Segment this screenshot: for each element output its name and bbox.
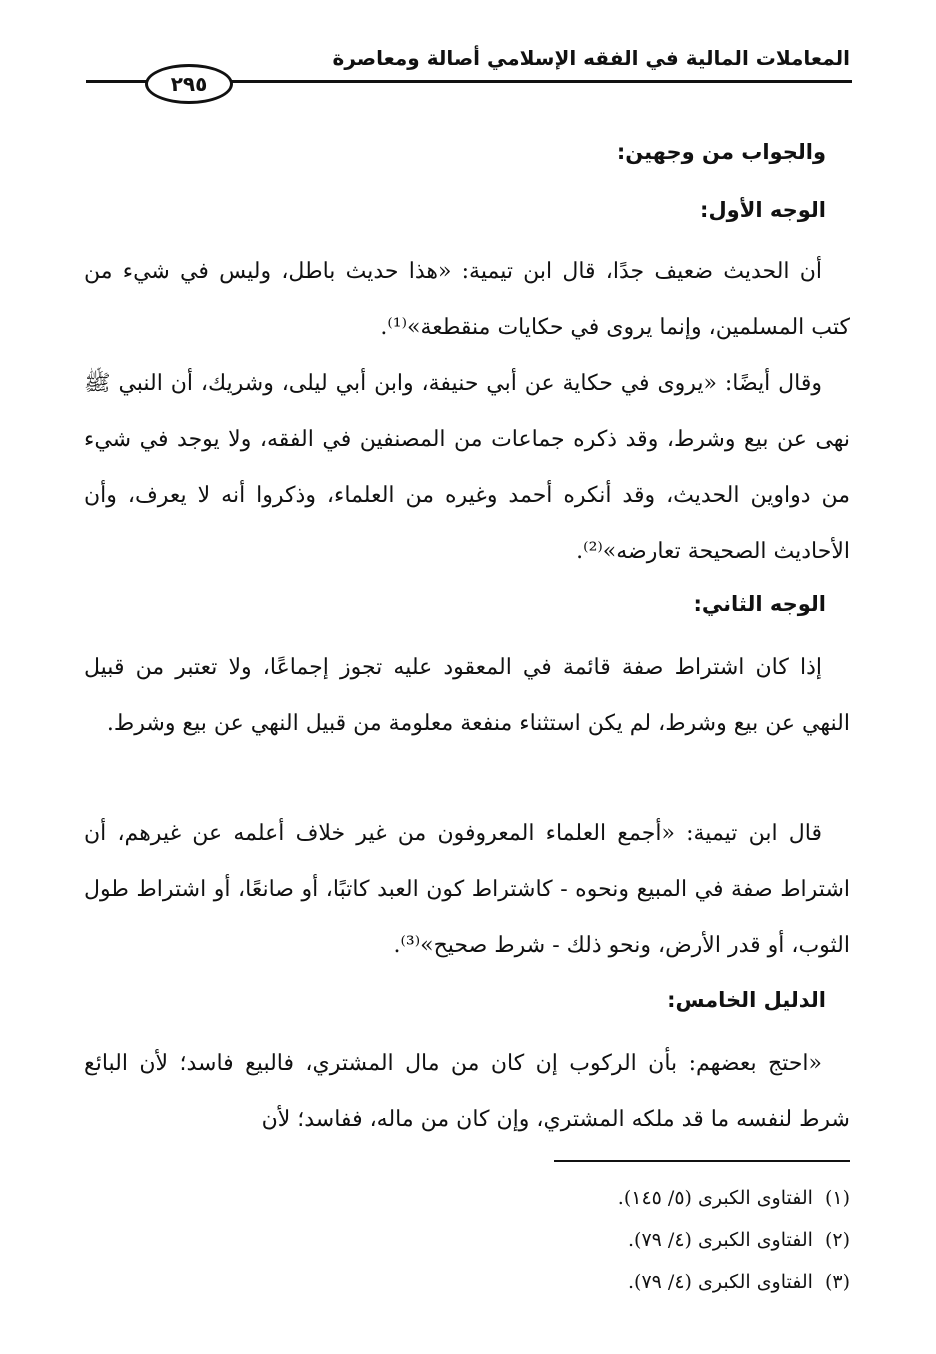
running-header-title: المعاملات المالية في الفقه الإسلامي أصالة ومعاصرة — [332, 46, 850, 70]
footnote-number: (١) — [824, 1187, 850, 1209]
footnote-text: الفتاوى الكبرى (٥/ ١٤٥). — [617, 1187, 813, 1209]
fifth-evidence-heading: الدليل الخامس: — [667, 988, 826, 1012]
second-aspect-paragraph-1: إذا كان اشتراط صفة قائمة في المعقود عليه تجوز إجماعًا، ولا تعتبر من قبيل النهي عن بيع وشرط، لم يكن استثناء منفعة معلومة من قبيل النهي عن بيع وشرط. — [84, 655, 850, 736]
fifth-evidence-paragraph-1: «احتج بعضهم: بأن الركوب إن كان من مال المشتري، فالبيع فاسد؛ لأن البائع شرط لنفسه ما قد ملكه المشتري، وإن كان من ماله، ففاسد؛ لأن — [84, 1051, 850, 1132]
second-aspect-paragraph-2: قال ابن تيمية: «أجمع العلماء المعروفون من غير خلاف أعلمه عن غيرهم، أن اشتراط صفة في المبيع ونحوه - كاشتراط كون العبد كاتبًا، أو صانعًا، أو اشتراط طول الثوب، أو قدر الأرض، ونحو ذلك - شرط صحيح»⁽³⁾. — [84, 821, 850, 958]
footnotes-list — [84, 1177, 850, 1303]
answer-intro-heading: والجواب من وجهين: — [616, 140, 826, 164]
page-number: ٢٩٥ — [145, 64, 233, 104]
first-aspect-heading: الوجه الأول: — [700, 198, 826, 222]
footnote-text: الفتاوى الكبرى (٤/ ٧٩). — [628, 1229, 813, 1251]
footnote-rule — [554, 1160, 850, 1162]
footnote-item — [84, 1219, 850, 1261]
footnote-number: (٣) — [824, 1271, 850, 1293]
second-aspect-heading: الوجه الثاني: — [693, 592, 826, 616]
footnote-item — [84, 1261, 850, 1303]
footnote-number: (٢) — [824, 1229, 850, 1251]
first-aspect-paragraph-1: أن الحديث ضعيف جدًا، قال ابن تيمية: «هذا حديث باطل، وليس في شيء من كتب المسلمين، وإنما يروى في حكايات منقطعة»⁽¹⁾. — [84, 259, 850, 340]
footnote-text: الفتاوى الكبرى (٤/ ٧٩). — [628, 1271, 813, 1293]
footnote-item — [84, 1177, 850, 1219]
first-aspect-paragraph-2: وقال أيضًا: «يروى في حكاية عن أبي حنيفة، وابن أبي ليلى، وشريك، أن النبي ﷺ نهى عن بيع وشرط، وقد ذكره جماعات من المصنفين في الفقه، ولا يوجد في شيء من دواوين الحديث، وقد أنكره أحمد وغيره من العلماء، وذكروا أنه لا يعرف، وأن الأحاديث الصحيحة تعارضه»⁽²⁾. — [84, 371, 851, 564]
